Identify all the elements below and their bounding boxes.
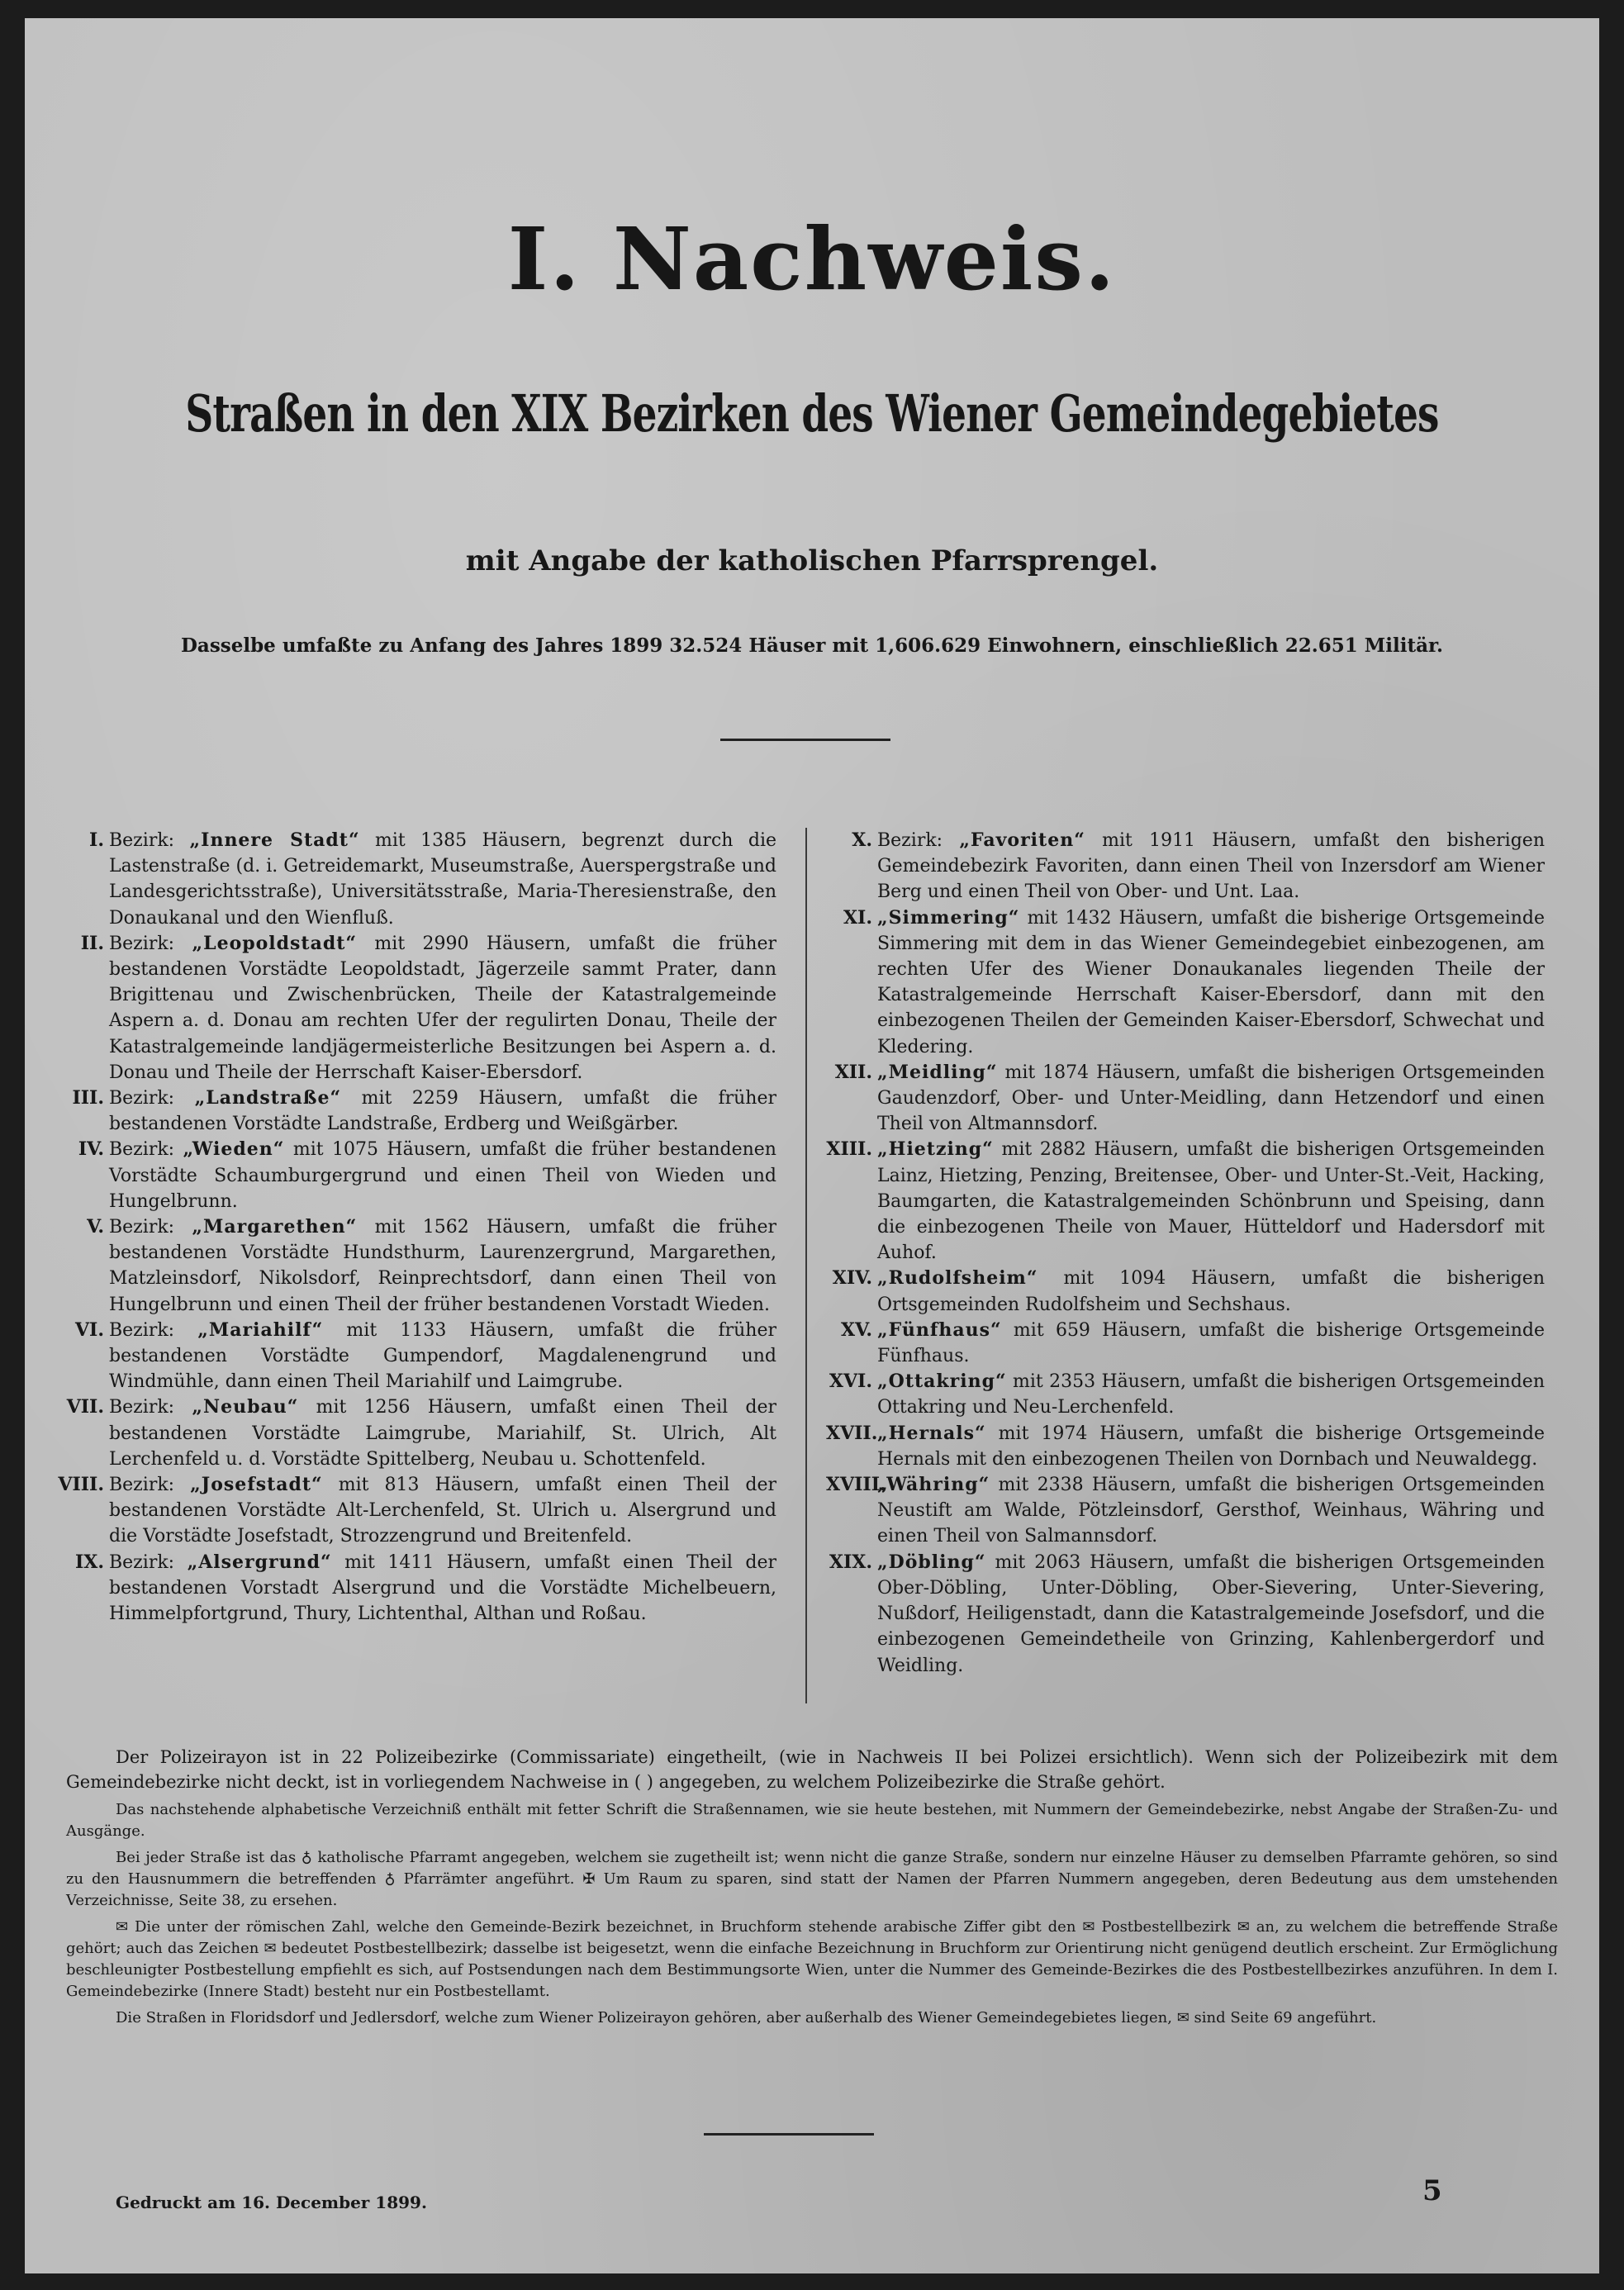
district-description: mit 813 Häusern, umfaßt einen Theil der bestandenen Vorstädte Alt-Lerchenfeld, St. Ulrich u. Alsergrund und die Vorstädte Josefstadt, Strozzengrund und Breitenfeld. <box>109 1475 776 1547</box>
note-paragraph: Der Polizeirayon ist in 22 Polizeibezirke (Commissariate) eingetheilt, (wie in Nachweis II bei Polizei ersichtlich). Wenn sich der Polizeibezirk mit dem Gemeindebezirke nicht deckt, ist in vorliegendem Nachweise in ( ) angegeben, zu welchem Polizeibezirke die Straße gehört. <box>66 1747 1558 1792</box>
print-date: Gedruckt am 16. December 1899. <box>116 2193 427 2212</box>
district-description: mit 1974 Häusern, umfaßt die bisherige Ortsgemeinde Hernals mit den einbezogenen Theilen von Dornbach und Neuwaldegg. <box>877 1423 1545 1470</box>
district-description: mit 2259 Häusern, umfaßt die früher bestandenen Vorstädte Landstraße, Erdberg und Weißgärber. <box>109 1088 776 1135</box>
district-column-right <box>826 828 1545 1679</box>
district-description: mit 1075 Häusern, umfaßt die früher bestandenen Vorstädte Schaumburgergrund und einen Theil von Wieden und Hungelbrunn. <box>109 1139 776 1212</box>
district-entry <box>58 1137 776 1214</box>
district-description: mit 1432 Häusern, umfaßt die bisherige Ortsgemeinde Simmering mit dem in das Wiener Gemeindegebiet einbezogenen, am rechten Ufer des Wiener Donaukanales liegenden Theile der Katastralgemeinde Herrschaft Kaiser-Ebersdorf, dann mit den einbezogenen Theilen der Gemeinden Kaiser-Ebersdorf, Schwechat und Kledering. <box>877 907 1545 1057</box>
district-label: Bezirk: <box>109 933 192 954</box>
district-description: mit 2990 Häusern, umfaßt die früher bestandenen Vorstädte Leopoldstadt, Jägerzeile sammt Prater, dann Brigittenau und Zwischenbrücken, Theile der Katastralgemeinde Aspern a. d. Donau am rechten Ufer der regulirten Donau, Theile der Katastralgemeinde landjägermeisterliche Besitzungen bei Aspern a. d. Donau und Theile der Herrschaft Kaiser-Ebersdorf. <box>109 933 776 1083</box>
divider-bottom <box>704 2133 874 2136</box>
district-description: mit 1256 Häusern, umfaßt einen Theil der bestandenen Vorstädte Laimgrube, Mariahilf, St. Ulrich, Alt Lerchenfeld u. d. Vorstädte Spittelberg, Neubau u. Schottenfeld. <box>109 1397 776 1470</box>
district-number: VI. <box>74 1318 104 1341</box>
district-name: „Hernals“ <box>877 1422 986 1444</box>
district-name: „Alsergrund“ <box>187 1551 332 1573</box>
district-entry <box>826 1550 1545 1679</box>
district-entry <box>826 1318 1545 1369</box>
district-number: XIII. <box>826 1138 872 1161</box>
district-name: „Leopoldstadt“ <box>192 932 358 954</box>
district-number: XIV. <box>832 1267 872 1290</box>
district-entry <box>826 1369 1545 1420</box>
district-entry <box>58 1550 776 1627</box>
district-number: XVII. <box>826 1422 878 1444</box>
district-entry <box>826 828 1545 905</box>
district-name: „Margarethen“ <box>192 1216 358 1238</box>
district-description: mit 659 Häusern, umfaßt die bisherige Ortsgemeinde Fünfhaus. <box>877 1319 1545 1367</box>
district-description: mit 1562 Häusern, umfaßt die früher bestandenen Vorstädte Hundsthurm, Laurenzergrund, Margarethen, Matzleinsdorf, Nikolsdorf, Reinprechtsdorf, dann einen Theil von Hungelbrunn und einen Theil der früher bestandenen Vorstadt Wieden. <box>109 1217 776 1315</box>
district-name: „Favoriten“ <box>959 829 1085 851</box>
district-columns <box>58 828 1566 1687</box>
district-name: „Rudolfsheim“ <box>877 1267 1038 1290</box>
district-label: Bezirk: <box>109 1397 192 1418</box>
population-info: Dasselbe umfaßte zu Anfang des Jahres 1899 32.524 Häuser mit 1,606.629 Einwohnern, einschließlich 22.651 Militär. <box>180 634 1444 657</box>
district-name: „Neubau“ <box>192 1396 299 1418</box>
district-number: VII. <box>66 1396 104 1418</box>
district-description: mit 2882 Häusern, umfaßt die bisherigen Ortsgemeinden Lainz, Hietzing, Penzing, Breitensee, Ober- und Unter-St.-Veit, Hacking, Baumgarten, die Katastralgemeinden Schönbrunn und Speising, dann die einbezogenen Theile von Mauer, Hütteldorf und Hadersdorf mit Auhof. <box>877 1139 1545 1264</box>
district-entry <box>58 1472 776 1550</box>
district-description: mit 1094 Häusern, umfaßt die bisherigen Ortsgemeinden Rudolfsheim und Sechshaus. <box>877 1268 1545 1315</box>
note-paragraph: Das nachstehende alphabetische Verzeichniß enthält mit fetter Schrift die Straßennamen, wie sie heute bestehen, mit Nummern der Gemeindebezirke, nebst Angabe der Straßen-Zu- und Ausgänge. <box>66 1801 1558 1840</box>
district-entry <box>58 1214 776 1318</box>
district-name: „Fünfhaus“ <box>877 1318 1002 1341</box>
district-entry <box>826 905 1545 1060</box>
district-entry <box>58 1318 776 1395</box>
document-page <box>25 18 1599 2273</box>
district-entry <box>58 1086 776 1137</box>
district-number: XVI. <box>829 1371 872 1393</box>
column-divider <box>805 828 807 1703</box>
district-number: XIX. <box>829 1551 872 1573</box>
district-name: „Hietzing“ <box>877 1138 994 1161</box>
district-name: „Wieden“ <box>183 1138 285 1161</box>
page-subtitle: Straßen in den XIX Bezirken des Wiener Gemeindegebietes <box>185 383 1439 444</box>
district-number: IX. <box>74 1551 104 1573</box>
district-label: Bezirk: <box>109 1551 188 1573</box>
district-number: XII. <box>834 1061 872 1083</box>
district-name: „Landstraße“ <box>194 1087 342 1109</box>
district-entry <box>58 828 776 931</box>
divider-top <box>720 739 890 741</box>
district-number: I. <box>89 829 104 851</box>
district-description: mit 1385 Häusern, begrenzt durch die Lastenstraße (d. i. Getreidemarkt, Museumstraße, Auerspergstraße und Landesgerichtsstraße), Universitätsstraße, Maria-Theresienstraße, den Donaukanal und den Wienfluß. <box>109 830 776 929</box>
district-name: „Meidling“ <box>877 1061 998 1083</box>
district-number: VIII. <box>58 1474 104 1496</box>
district-entry <box>826 1472 1545 1550</box>
district-name: „Mariahilf“ <box>197 1318 324 1341</box>
district-entry <box>826 1137 1545 1266</box>
district-number: X. <box>852 829 872 851</box>
district-column-left <box>58 828 776 1627</box>
district-name: „Josefstadt“ <box>190 1474 323 1496</box>
page-number: 5 <box>1422 2174 1442 2207</box>
district-number: XVIII. <box>826 1474 886 1496</box>
district-entry <box>826 1266 1545 1317</box>
note-paragraph: ✉ Die unter der römischen Zahl, welche den Gemeinde-Bezirk bezeichnet, in Bruchform stehende arabische Ziffer gibt den ✉ Postbestellbezirk ✉ an, zu welchem die betreffende Straße gehört; auch das Zeichen ✉ bedeutet Postbestellbezirk; dasselbe ist beigesetzt, wenn die einfache Bezeichnung in Bruchform zur Orientirung nicht genügend deutlich erscheint. Zur Ermöglichung beschleunigter Postbestellung empfiehlt es sich, auf Postsendungen nach dem Bestimmungsorte Wien, unter die Nummer des Gemeinde-Bezirkes die des Postbestellbezirkes anzuführen. In dem I. Gemeindebezirke (Innere Stadt) besteht nur ein Postbestellamt. <box>66 1918 1558 2000</box>
page-title: I. Nachweis. <box>507 208 1117 310</box>
district-label: Bezirk: <box>877 830 960 851</box>
district-label: Bezirk: <box>109 1319 198 1341</box>
district-label: Bezirk: <box>109 1475 191 1496</box>
district-number: XI. <box>843 906 872 929</box>
district-name: „Döbling“ <box>877 1551 986 1573</box>
district-description: mit 1133 Häusern, umfaßt die früher bestandenen Vorstädte Gumpendorf, Magdalenengrund und Windmühle, dann einen Theil Mariahilf und Laimgrube. <box>109 1319 776 1393</box>
district-name: „Innere Stadt“ <box>189 829 360 851</box>
district-label: Bezirk: <box>109 830 190 851</box>
district-number: V. <box>87 1216 104 1238</box>
district-number: XV. <box>841 1318 872 1341</box>
page-subtitle-secondary: mit Angabe der katholischen Pfarrsprengel. <box>465 544 1159 577</box>
district-description: mit 1874 Häusern, umfaßt die bisherigen Ortsgemeinden Gaudenzdorf, Ober- und Unter-Meidling, dann Hetzendorf und einen Theil von Altmannsdorf. <box>877 1062 1545 1135</box>
district-number: IV. <box>78 1138 104 1161</box>
notes-section <box>66 1745 1558 2034</box>
district-entry <box>826 1060 1545 1138</box>
district-label: Bezirk: <box>109 1217 192 1238</box>
district-label: Bezirk: <box>109 1139 183 1161</box>
district-label: Bezirk: <box>109 1088 195 1109</box>
district-entry <box>58 931 776 1086</box>
district-name: „Simmering“ <box>877 906 1020 929</box>
district-name: „Ottakring“ <box>877 1371 1007 1393</box>
district-number: III. <box>72 1087 104 1109</box>
district-description: mit 2063 Häusern, umfaßt die bisherigen Ortsgemeinden Ober-Döbling, Unter-Döbling, Ober-Sievering, Unter-Sievering, Nußdorf, Heiligenstadt, dann die Katastralgemeinde Josefsdorf, und die einbezogenen Gemeindetheile von Grinzing, Kahlenbergerdorf und Weidling. <box>877 1551 1545 1676</box>
district-name: „Währing“ <box>877 1474 990 1496</box>
district-description: mit 1911 Häusern, umfaßt den bisherigen Gemeindebezirk Favoriten, dann einen Theil von Inzersdorf am Wiener Berg und einen Theil von Ober- und Unt. Laa. <box>877 830 1545 903</box>
district-description: mit 2338 Häusern, umfaßt die bisherigen Ortsgemeinden Neustift am Walde, Pötzleinsdorf, Gersthof, Weinhaus, Währing und einen Theil von Salmannsdorf. <box>877 1475 1545 1547</box>
district-entry <box>58 1394 776 1472</box>
district-description: mit 1411 Häusern, umfaßt einen Theil der bestandenen Vorstadt Alsergrund und die Vorstädte Michelbeuern, Himmelpfortgrund, Thury, Lichtenthal, Althan und Roßau. <box>109 1551 776 1625</box>
note-paragraph: Die Straßen in Floridsdorf und Jedlersdorf, welche zum Wiener Polizeirayon gehören, aber außerhalb des Wiener Gemeindegebietes liegen, ✉ sind Seite 69 angeführt. <box>116 2009 1377 2026</box>
note-paragraph: Bei jeder Straße ist das ♁ katholische Pfarramt angegeben, welchem sie zugetheilt ist; wenn nicht die ganze Straße, sondern nur einzelne Häuser zu demselben Pfarramte gehören, so sind zu den Hausnummern die betreffenden ♁ Pfarrämter angeführt. ✠ Um Raum zu sparen, sind statt der Namen der Pfarren Nummern angegeben, deren Bedeutung aus dem umstehenden Verzeichnisse, Seite 38, zu ersehen. <box>66 1849 1558 1909</box>
district-description: mit 2353 Häusern, umfaßt die bisherigen Ortsgemeinden Ottakring und Neu-Lerchenfeld. <box>877 1371 1545 1418</box>
district-entry <box>826 1421 1545 1472</box>
district-number: II. <box>80 932 104 954</box>
